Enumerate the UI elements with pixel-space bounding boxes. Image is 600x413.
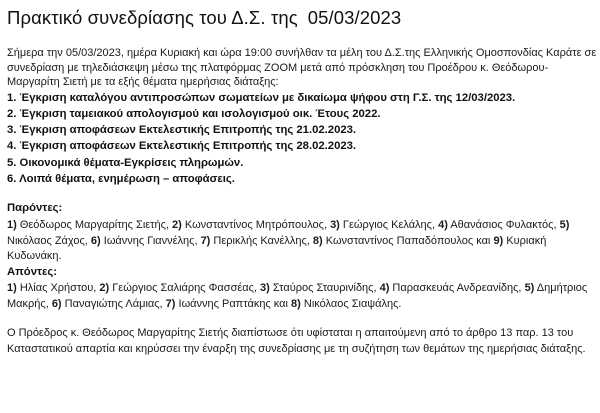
closing-paragraph: Ο Πρόεδρος κ. Θεόδωρος Μαργαρίτης Σιετής διαπίστωσε ότι υφίσταται η απαιτούμενη από το άρθρο 13 παρ. 13 του Καταστατικού απαρτία και κηρύσσει την έναρξη της συνεδρίασης με τη συζήτηση των θεμάτων της ημερήσιας διάταξης. [7, 327, 586, 356]
member-number: 8) [312, 234, 323, 247]
member-number: 5) [559, 219, 570, 232]
member-number: 6) [90, 234, 101, 247]
member-number: 3) [260, 282, 270, 295]
member-name: Ιωάννης Ραπτάκης και [175, 297, 292, 310]
intro-paragraph: Σήμερα την 05/03/2023, ημέρα Κυριακή και ώρα 19:00 συνήλθαν τα μέλη του Δ.Σ.της Ελληνικής Ομοσπονδίας Καράτε σε συνεδρίαση με τηλεδιάσκεψη μέσω της πλατφόρμας ZOOM μετά από πρόσκληση του Προέδρου κ. Θεόδωρου-Μαργαρίτη Σιετή με τα εξής θέματα ημερήσιας διάταξης: [7, 47, 597, 88]
member-name: Παρασκευάς Ανδρεανίδης, [389, 282, 525, 295]
member-name: Ηλίας Χρήστου, [16, 282, 100, 295]
member-number: 2) [172, 219, 182, 232]
member-number: 1) [7, 219, 17, 232]
member-number: 7) [165, 297, 176, 310]
member-name: Σταύρος Σταυρινίδης, [269, 282, 380, 295]
document-page [7, 0, 597, 358]
member-name: Γεώργιος Κελάλης, [339, 219, 439, 232]
member-number: 5) [524, 282, 535, 295]
member-name: Αθανάσιος Φυλακτός, [447, 219, 560, 232]
member-number: 6) [51, 297, 62, 310]
absent-heading: Απόντες: [7, 265, 58, 278]
page-title [7, 0, 597, 30]
agenda-item: 2. Έγκριση ταμειακού απολογισμού και ισολογισμού οικ. Έτους 2022. [7, 107, 381, 120]
member-name: Θεόδωρος Μαργαρίτης Σιετής, [16, 219, 173, 232]
member-name: Ιωάννης Γιαννέλης, [100, 234, 201, 247]
member-name: Νικόλαος Ζάχος, [7, 234, 91, 247]
member-number: 8) [291, 297, 301, 310]
member-number: 4) [379, 282, 390, 295]
agenda-item: 1. Έγκριση καταλόγου αντιπροσώπων σωματείων με δικαίωμα ψήφου στη Γ.Σ. της 12/03/2023. [7, 91, 516, 104]
agenda-item: 5. Οικονομικά θέματα-Εγκρίσεις πληρωμών. [7, 156, 244, 169]
member-number: 2) [99, 282, 110, 295]
agenda-item: 4. Έγκριση αποφάσεων Εκτελεστικής Επιτροπής της 28.02.2023. [7, 140, 357, 153]
agenda-item: 3. Έγκριση αποφάσεων Εκτελεστικής Επιτροπής της 21.02.2023. [7, 124, 357, 137]
member-number: 4) [438, 219, 448, 232]
title-date: 05/03/2023 [307, 7, 402, 28]
title-text: Πρακτικό συνεδρίασης του Δ.Σ. της [7, 7, 298, 28]
member-number: 3) [330, 219, 340, 232]
member-name: Παναγιώτης Λάμιας, [61, 297, 166, 310]
member-name: Περικλής Κανέλλης, [210, 234, 313, 247]
member-name: Δημήτριος Μακρής, [7, 282, 588, 310]
member-name: Κωνσταντίνος Παπαδόπουλος και [322, 234, 494, 247]
agenda-item: 6. Λοιπά θέματα, ενημέρωση – αποφάσεις. [7, 172, 235, 185]
member-number: 9) [493, 234, 504, 247]
member-number: 7) [200, 234, 211, 247]
absent-list [7, 281, 597, 312]
agenda-list [7, 90, 597, 188]
present-heading: Παρόντες: [7, 202, 63, 215]
member-name: Κυριακή Κυδωνάκη. [7, 234, 547, 263]
present-list [7, 218, 597, 265]
member-name: Κωνσταντίνος Μητρόπουλος, [181, 219, 331, 232]
member-name: Νικόλαος Σιαψάλης. [300, 297, 402, 310]
member-number: 1) [7, 282, 17, 295]
member-name: Γεώργιος Σαλιάρης Φασσέας, [109, 282, 261, 295]
